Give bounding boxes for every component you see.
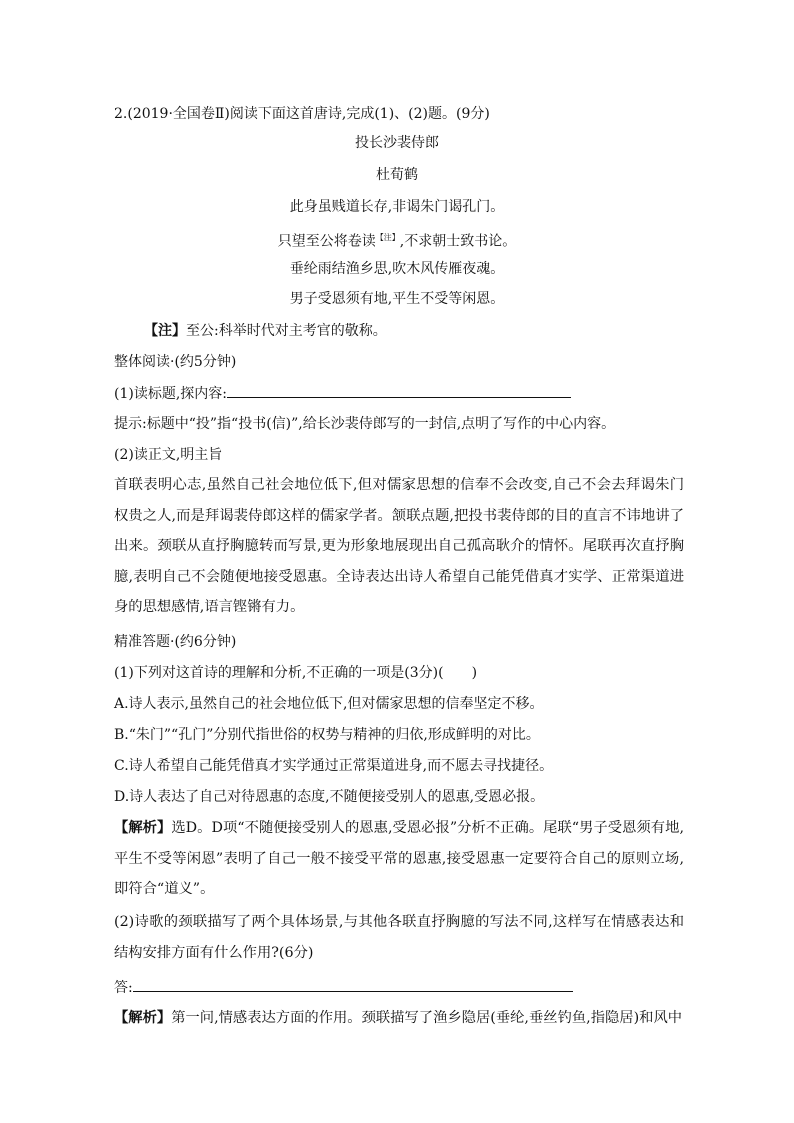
poem-author: 杜荀鹤	[376, 167, 418, 183]
answer-1-explanation	[114, 813, 684, 905]
poem-line-2-start: 只望至公将卷读	[277, 233, 376, 250]
multiple-choice-question: (1)下列对这首诗的理解和分析,不正确的一项是(3分)( )	[114, 665, 478, 681]
q1-label: (1)读标题,探内容:	[114, 386, 227, 402]
option-c: C.诗人希望自己能凭借真才实学通过正常渠道进身,而不愿去寻找捷径。	[114, 758, 554, 774]
hint-text: 提示:标题中“投”指“投书(信)”,给长沙裴侍郎写的一封信,点明了写作的中心内容。	[114, 416, 616, 432]
answer-2-tag: 【解析】	[114, 1010, 172, 1026]
poem-line-4: 男子受恩须有地,平生不受等闲恩。	[289, 291, 505, 307]
poem-note	[144, 321, 387, 341]
answer-2-explanation	[114, 1003, 684, 1034]
answer-blank-2[interactable]	[133, 977, 573, 992]
poem-line-2	[0, 228, 794, 252]
question-1-read-title	[114, 383, 571, 404]
poem-line-3: 垂纶雨结渔乡思,吹木风传雁夜魂。	[289, 261, 505, 277]
note-text: 至公:科举时代对主考官的敬称。	[186, 323, 387, 339]
option-b: B.“朱门”“孔门”分别代指世俗的权势与精神的归依,形成鲜明的对比。	[114, 727, 540, 743]
poem-line-2-end: ,不求朝士致书论。	[399, 233, 517, 250]
poem-title: 投长沙裴侍郎	[355, 135, 439, 151]
answer-1-text: 选D。D项“不随便接受别人的恩惠,受恩必报”分析不正确。尾联“男子受恩须有地,平生不受等闲恩”表明了自己一般不接受平常的恩惠,接受恩惠一定要符合自己的原则立场,即符合“道义”。	[114, 820, 684, 897]
section-precise-answer-title: 精准答题·(约6分钟)	[114, 634, 237, 650]
overall-analysis-paragraph: 首联表明心志,虽然自己社会地位低下,但对儒家思想的信奉不会改变,自己不会去拜谒朱门权贵之人,而是拜谒裴侍郎这样的儒家学者。颔联点题,把投书裴侍郎的目的直言不讳地讲了出来。颈联从直抒胸臆转而写景,更为形象地展现出自己孤高耿介的情怀。尾联再次直抒胸臆,表明自己不会随便地接受恩惠。全诗表达出诗人希望自己能凭借真才实学、正常渠道进身的思想感情,语言铿锵有力。	[114, 477, 684, 615]
answer-blank-1[interactable]	[227, 383, 571, 398]
answer-1-tag: 【解析】	[114, 820, 172, 836]
answer-2-text: 第一问,情感表达方面的作用。颈联描写了渔乡隐居(垂纶,垂丝钓鱼,指隐居)和风中	[171, 1010, 683, 1026]
option-d: D.诗人表达了自己对待恩惠的态度,不随便接受别人的恩惠,受恩必报。	[114, 789, 545, 805]
note-tag: 【注】	[144, 323, 186, 339]
poem-line-1: 此身虽贱道长存,非谒朱门谒孔门。	[289, 199, 505, 215]
footnote-marker: 【注】	[375, 233, 400, 242]
answer-label: 答:	[114, 980, 133, 996]
option-a: A.诗人表示,虽然自己的社会地位低下,但对儒家思想的信奉坚定不移。	[114, 696, 544, 712]
question-header: 2.(2019·全国卷Ⅱ)阅读下面这首唐诗,完成(1)、(2)题。(9分)	[114, 106, 490, 122]
question-2-read-text: (2)读正文,明主旨	[114, 447, 223, 463]
answer-line	[114, 977, 573, 998]
short-answer-question: (2)诗歌的颈联描写了两个具体场景,与其他各联直抒胸臆的写法不同,这样写在情感表达和结构安排方面有什么作用?(6分)	[114, 914, 684, 961]
section-overall-reading-title: 整体阅读·(约5分钟)	[114, 354, 237, 370]
